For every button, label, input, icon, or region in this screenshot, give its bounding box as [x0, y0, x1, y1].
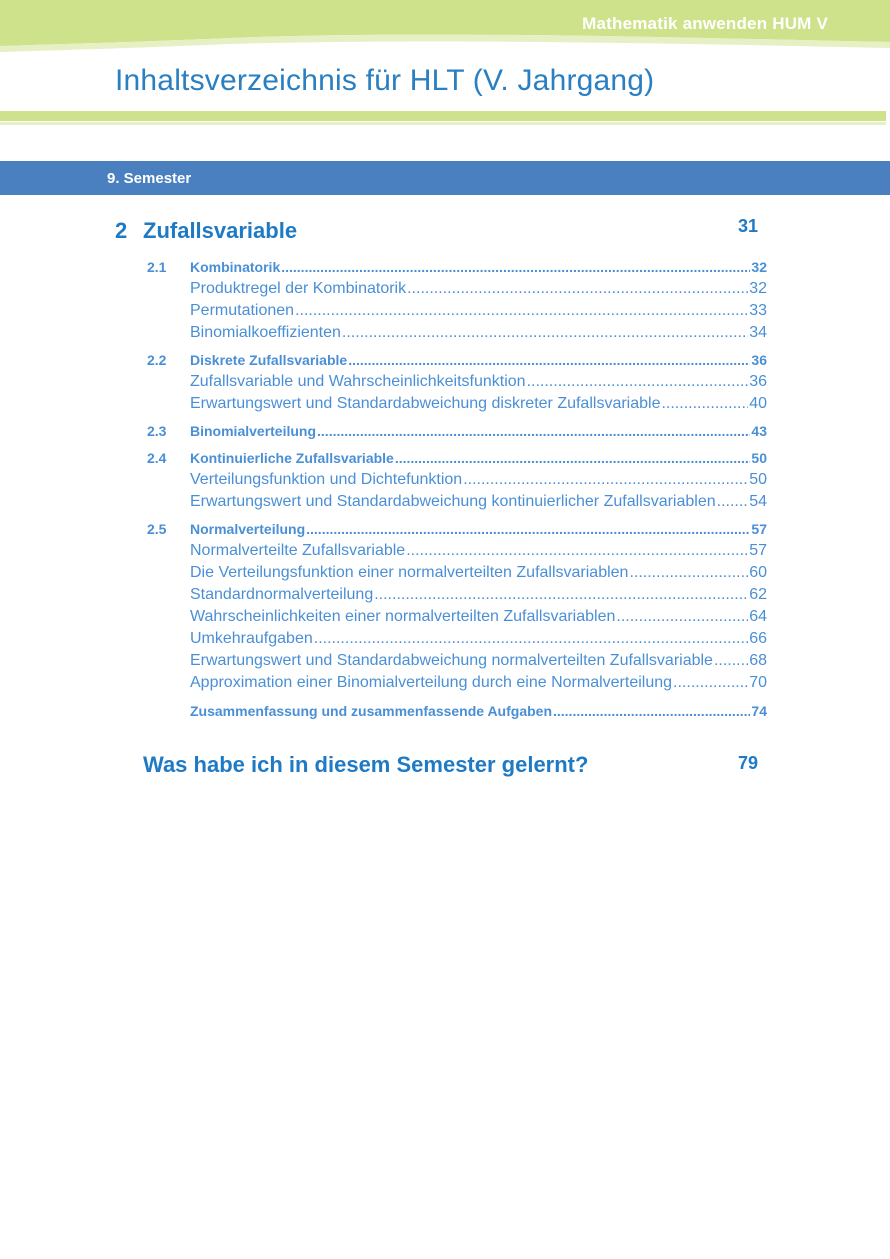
table-of-contents	[147, 256, 767, 722]
chapter-number: 2	[115, 218, 128, 243]
toc-section-row[interactable]	[147, 349, 767, 371]
dot-leader	[673, 672, 748, 694]
toc-summary-row[interactable]	[147, 700, 767, 722]
header-rule-light	[0, 122, 886, 125]
subsection-page: 64	[749, 608, 767, 625]
header-rule-green	[0, 111, 886, 121]
section-page: 36	[751, 352, 767, 368]
dot-leader	[281, 256, 750, 278]
subsection-title: Standardnormalverteilung	[190, 586, 374, 603]
toc-subsection-row[interactable]	[147, 491, 767, 513]
dot-leader	[616, 606, 748, 628]
toc-subsection-row[interactable]	[147, 469, 767, 491]
subsection-page: 66	[749, 630, 767, 647]
semester-label: 9. Semester	[107, 170, 192, 187]
section-number: 2.1	[147, 259, 167, 275]
toc-section-row[interactable]	[147, 447, 767, 469]
subsection-title: Erwartungswert und Standardabweichung kontinuierlicher Zufallsvariablen	[190, 493, 716, 510]
section-title: Kontinuierliche Zufallsvariable	[190, 450, 394, 466]
dot-leader	[306, 518, 750, 540]
subsection-title: Normalverteilte Zufallsvariable	[190, 542, 406, 559]
subsection-page: 62	[749, 586, 767, 603]
subsection-page: 70	[749, 674, 767, 691]
toc-subsection-row[interactable]	[147, 628, 767, 650]
subsection-page: 33	[749, 302, 767, 319]
subsection-title: Wahrscheinlichkeiten einer normalverteilten Zufallsvariablen	[190, 608, 616, 625]
toc-subsection-row[interactable]	[147, 300, 767, 322]
subsection-page: 50	[749, 471, 767, 488]
toc-subsection-row[interactable]	[147, 278, 767, 300]
series-label: Mathematik anwenden HUM V	[582, 14, 828, 33]
semester-bar	[0, 161, 890, 195]
toc-subsection-row[interactable]	[147, 562, 767, 584]
toc-subsection-row[interactable]	[147, 322, 767, 344]
dot-leader	[714, 650, 748, 672]
toc-subsection-row[interactable]	[147, 393, 767, 415]
section-number: 2.3	[147, 423, 167, 439]
subsection-title: Verteilungsfunktion und Dichtefunktion	[190, 471, 463, 488]
subsection-page: 36	[749, 373, 767, 390]
dot-leader	[317, 420, 750, 442]
section-number: 2.5	[147, 521, 167, 537]
closing-title: Was habe ich in diesem Semester gelernt?	[143, 752, 589, 777]
subsection-page: 34	[749, 324, 767, 341]
section-title: Diskrete Zufallsvariable	[190, 352, 348, 368]
dot-leader	[314, 628, 748, 650]
subsection-title: Die Verteilungsfunktion einer normalverteilten Zufallsvariablen	[190, 564, 629, 581]
section-title: Binomialverteilung	[190, 423, 317, 439]
chapter-title: Zufallsvariable	[143, 218, 298, 243]
toc-subsection-row[interactable]	[147, 606, 767, 628]
section-number: 2.4	[147, 450, 167, 466]
dot-leader	[463, 469, 748, 491]
toc-subsection-row[interactable]	[147, 371, 767, 393]
subsection-title: Approximation einer Binomialverteilung durch eine Normalverteilung	[190, 674, 673, 691]
subsection-title: Zufallsvariable und Wahrscheinlichkeitsfunktion	[190, 373, 526, 390]
dot-leader	[527, 371, 749, 393]
dot-leader	[406, 540, 748, 562]
section-page: 43	[751, 423, 767, 439]
section-page: 32	[751, 259, 767, 275]
toc-subsection-row[interactable]	[147, 672, 767, 694]
subsection-page: 60	[749, 564, 767, 581]
dot-leader	[374, 584, 748, 606]
subsection-page: 68	[749, 652, 767, 669]
section-title: Normalverteilung	[190, 521, 306, 537]
subsection-page: 54	[749, 493, 767, 510]
toc-section-row[interactable]	[147, 420, 767, 442]
subsection-title: Permutationen	[190, 302, 295, 319]
subsection-page: 40	[749, 395, 767, 412]
toc-subsection-row[interactable]	[147, 540, 767, 562]
closing-page: 79	[737, 753, 758, 773]
dot-leader	[553, 700, 750, 722]
summary-page: 74	[751, 703, 767, 719]
toc-section-row[interactable]	[147, 256, 767, 278]
subsection-title: Erwartungswert und Standardabweichung normalverteilten Zufallsvariable	[190, 652, 713, 669]
subsection-title: Erwartungswert und Standardabweichung diskreter Zufallsvariable	[190, 395, 661, 412]
dot-leader	[717, 491, 749, 513]
dot-leader	[661, 393, 748, 415]
subsection-page: 32	[749, 280, 767, 297]
toc-subsection-row[interactable]	[147, 584, 767, 606]
section-page: 57	[751, 521, 767, 537]
section-title: Kombinatorik	[190, 259, 281, 275]
dot-leader	[342, 322, 748, 344]
closing-heading[interactable]	[143, 752, 760, 784]
subsection-title: Umkehraufgaben	[190, 630, 313, 647]
chapter-page: 31	[737, 216, 758, 236]
page-title: Inhaltsverzeichnis für HLT (V. Jahrgang)	[115, 64, 655, 97]
toc-subsection-row[interactable]	[147, 650, 767, 672]
toc-section-row[interactable]	[147, 518, 767, 540]
dot-leader	[395, 447, 751, 469]
section-number: 2.2	[147, 352, 167, 368]
subsection-page: 57	[749, 542, 767, 559]
section-page: 50	[751, 450, 767, 466]
subsection-title: Produktregel der Kombinatorik	[190, 280, 407, 297]
dot-leader	[407, 278, 748, 300]
summary-title: Zusammenfassung und zusammenfassende Aufgaben	[190, 703, 552, 719]
chapter-heading[interactable]	[115, 218, 760, 248]
dot-leader	[295, 300, 748, 322]
subsection-title: Binomialkoeffizienten	[190, 324, 341, 341]
dot-leader	[629, 562, 748, 584]
dot-leader	[348, 349, 750, 371]
